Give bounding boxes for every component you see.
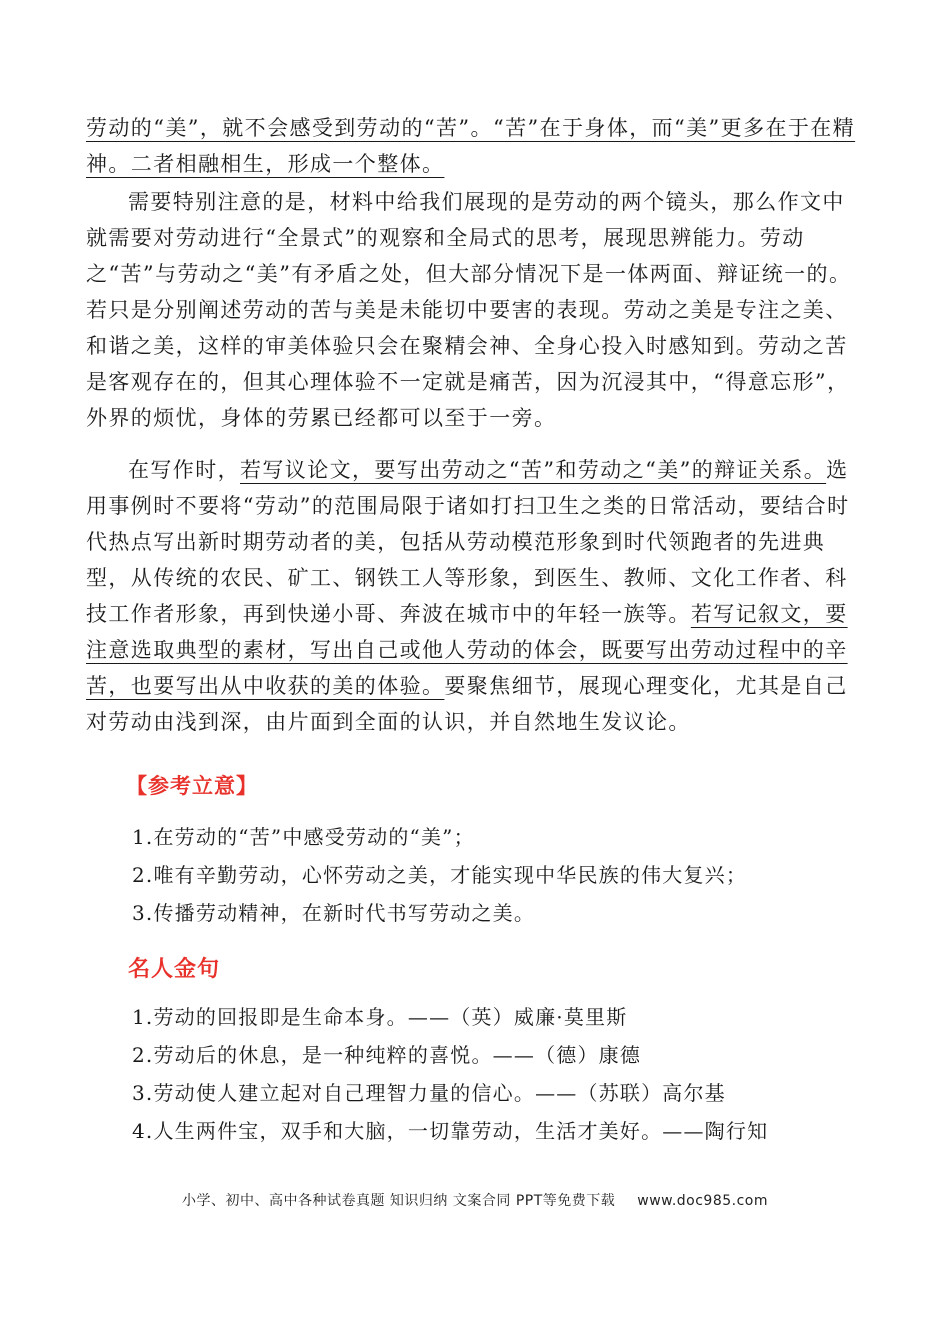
reference-item: 3.传播劳动精神，在新时代书写劳动之美。 xyxy=(132,901,536,925)
argumentative-tip: 若写议论文，要写出劳动之“苦”和劳动之“美”的辩证关系。 xyxy=(240,458,827,482)
writing-guidance-paragraph xyxy=(86,452,866,740)
quote-item: 1.劳动的回报即是生命本身。——（英）威廉·莫里斯 xyxy=(132,1005,628,1029)
narrative-tip: 若写记叙文，要注意选取典型的素材，写出自己或他人劳动的体会，既要写出劳动过程中的辛苦，也要写出从中收获的美的体验。 xyxy=(86,602,848,698)
quote-item: 2.劳动后的休息，是一种纯粹的喜悦。——（德）康德 xyxy=(132,1043,642,1067)
reference-item: 1.在劳动的“苦”中感受劳动的“美”； xyxy=(132,825,475,849)
analysis-paragraph: 需要特别注意的是，材料中给我们展现的是劳动的两个镜头，那么作文中就需要对劳动进行“全景式”的观察和全局式的思考，展现思辨能力。劳动之“苦”与劳动之“美”有矛盾之处，但大部分情况下是一体两面、辩证统一的。若只是分别阐述劳动的苦与美是未能切中要害的表现。劳动之美是专注之美、和谐之美，这样的审美体验只会在聚精会神、全身心投入时感知到。劳动之苦是客观存在的，但其心理体验不一定就是痛苦，因为沉浸其中，“得意忘形”，外界的烦忧，身体的劳累已经都可以至于一旁。 xyxy=(86,190,852,430)
intro-underlined-text: 劳动的“美”，就不会感受到劳动的“苦”。“苦”在于身体，而“美”更多在于在精神。二者相融相生，形成一个整体。 xyxy=(86,116,856,176)
reference-heading: 【参考立意】 xyxy=(126,774,258,798)
quote-item: 4.人生两件宝，双手和大脑，一切靠劳动，生活才美好。——陶行知 xyxy=(132,1119,769,1143)
quotes-heading: 名人金句 xyxy=(128,957,221,982)
example-guidance: 选用事例时不要将“劳动”的范围局限于诸如打扫卫生之类的日常活动，要结合时代热点写出新时期劳动者的美，包括从劳动模范形象到时代领跑者的先进典型，从传统的农民、矿工、钢铁工人等形象，到医生、教师、文化工作者、科技工作者形象，再到快递小哥、奔波在城市中的年轻一族等。 xyxy=(86,458,850,626)
reference-item: 2.唯有辛勤劳动，心怀劳动之美，才能实现中华民族的伟大复兴； xyxy=(132,863,748,887)
quote-item: 3.劳动使人建立起对自己理智力量的信心。——（苏联）高尔基 xyxy=(132,1081,726,1105)
detail-guidance: 要聚焦细节，展现心理变化，尤其是自己对劳动由浅到深，由片面到全面的认识，并自然地生发议论。 xyxy=(86,674,848,734)
guidance-lead: 在写作时， xyxy=(128,458,240,482)
quotes-list xyxy=(132,998,862,1150)
footer-url[interactable]: www.doc985.com xyxy=(637,1193,769,1209)
intro-paragraph xyxy=(86,110,866,182)
reference-list xyxy=(132,818,862,932)
page-footer xyxy=(0,1190,950,1210)
footer-text: 小学、初中、高中各种试卷真题 知识归纳 文案合同 PPT等免费下载 xyxy=(181,1193,616,1209)
